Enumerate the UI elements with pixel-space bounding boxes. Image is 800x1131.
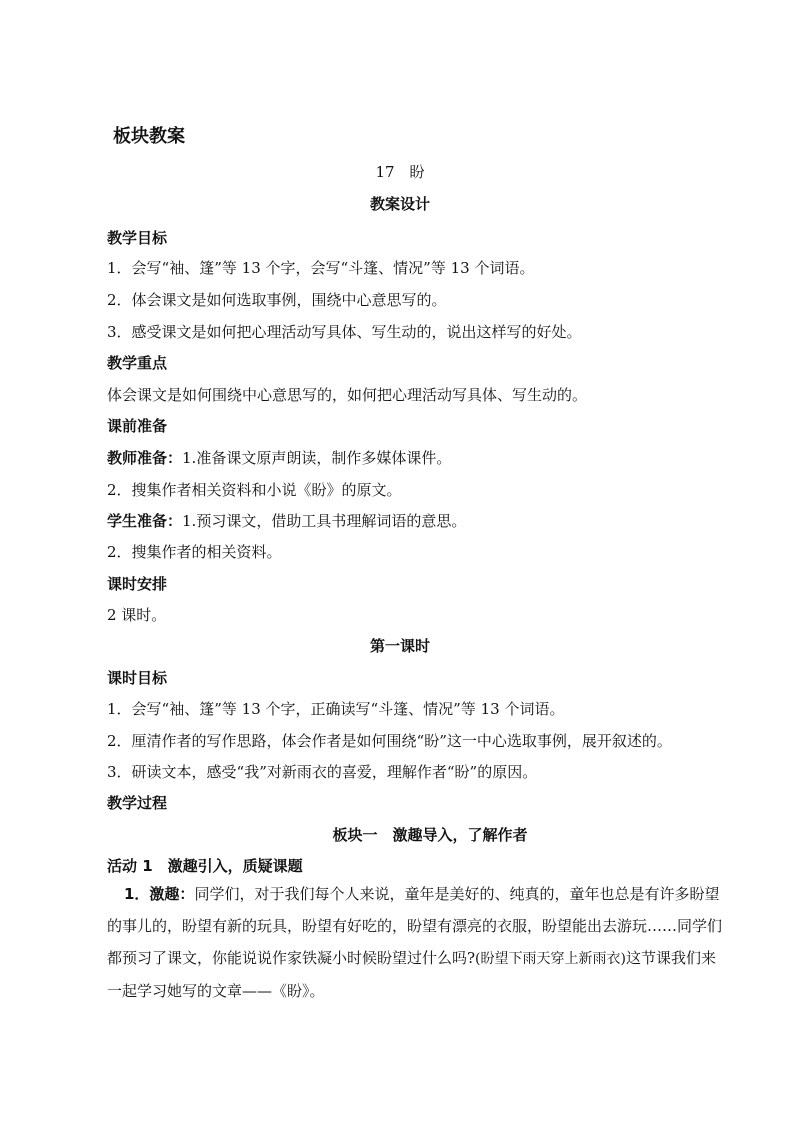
teaching-goals-heading: 教学目标 <box>107 229 168 247</box>
teacher-preparation <box>107 448 740 468</box>
first-lesson-heading: 第一课时 <box>369 637 430 655</box>
doc-title: 板块教案 <box>113 126 185 147</box>
teacher-preparation-item-2: 2．搜集作者相关资料和小说《盼》的原文。 <box>107 481 402 499</box>
schedule-text: 2 课时。 <box>107 606 167 624</box>
key-points-text: 体会课文是如何围绕中心意思写的，如何把心理活动写具体、写生动的。 <box>107 386 588 404</box>
lesson-title: 17 盼 <box>375 163 425 181</box>
block-heading: 板块一 激趣导入，了解作者 <box>332 826 528 844</box>
student-preparation-label: 学生准备： <box>107 512 183 530</box>
activity-aside: (盼望下雨天穿上新雨衣) <box>475 951 626 967</box>
lesson-goal-item: 1．会写“袖、篷”等 13 个字，正确读写“斗篷、情况”等 13 个词语。 <box>107 700 565 718</box>
activity-text-1: 同学们，对于我们每个人来说，童年是美好的、纯真的，童年也总是有许多盼望的事儿的，盼望有新的玩具，盼望有好吃的，盼望有漂亮的衣服，盼望能出去游玩……同学们都预习了课文，你能说说作家铁凝小时候盼望过什么吗? <box>107 885 723 967</box>
teaching-goal-item: 1．会写“袖、篷”等 13 个字，会写“斗篷、情况”等 13 个词语。 <box>107 259 535 277</box>
student-preparation <box>107 511 740 531</box>
student-preparation-item-2: 2．搜集作者的相关资料。 <box>107 543 282 561</box>
preparation-heading: 课前准备 <box>107 417 168 435</box>
activity-text-2: 这节课我们来一起学习她写的文章——《盼》。 <box>107 949 716 1000</box>
activity-heading: 活动 1 激趣引入，质疑课题 <box>107 857 303 875</box>
teaching-goal-item: 2．体会课文是如何选取事例，围绕中心意思写的。 <box>107 291 447 309</box>
teacher-preparation-label: 教师准备： <box>107 449 183 467</box>
teacher-preparation-item: 1.准备课文原声朗读，制作多媒体课件。 <box>182 449 452 467</box>
lesson-goal-item: 3．研读文本，感受“我”对新雨衣的喜爱，理解作者“盼”的原因。 <box>107 763 538 781</box>
activity-label: 1．激趣： <box>124 885 195 903</box>
activity-paragraph <box>107 878 728 1007</box>
process-heading: 教学过程 <box>107 794 168 812</box>
design-heading: 教案设计 <box>369 195 430 213</box>
lesson-goal-item: 2．厘清作者的写作思路，体会作者是如何围绕“盼”这一中心选取事例，展开叙述的。 <box>107 732 672 750</box>
teaching-goal-item: 3．感受课文是如何把心理活动写具体、写生动的，说出这样写的好处。 <box>107 323 582 341</box>
student-preparation-item: 1.预习课文，借助工具书理解词语的意思。 <box>182 512 467 530</box>
schedule-heading: 课时安排 <box>107 575 168 593</box>
key-points-heading: 教学重点 <box>107 354 168 372</box>
lesson-goals-heading: 课时目标 <box>107 669 168 687</box>
